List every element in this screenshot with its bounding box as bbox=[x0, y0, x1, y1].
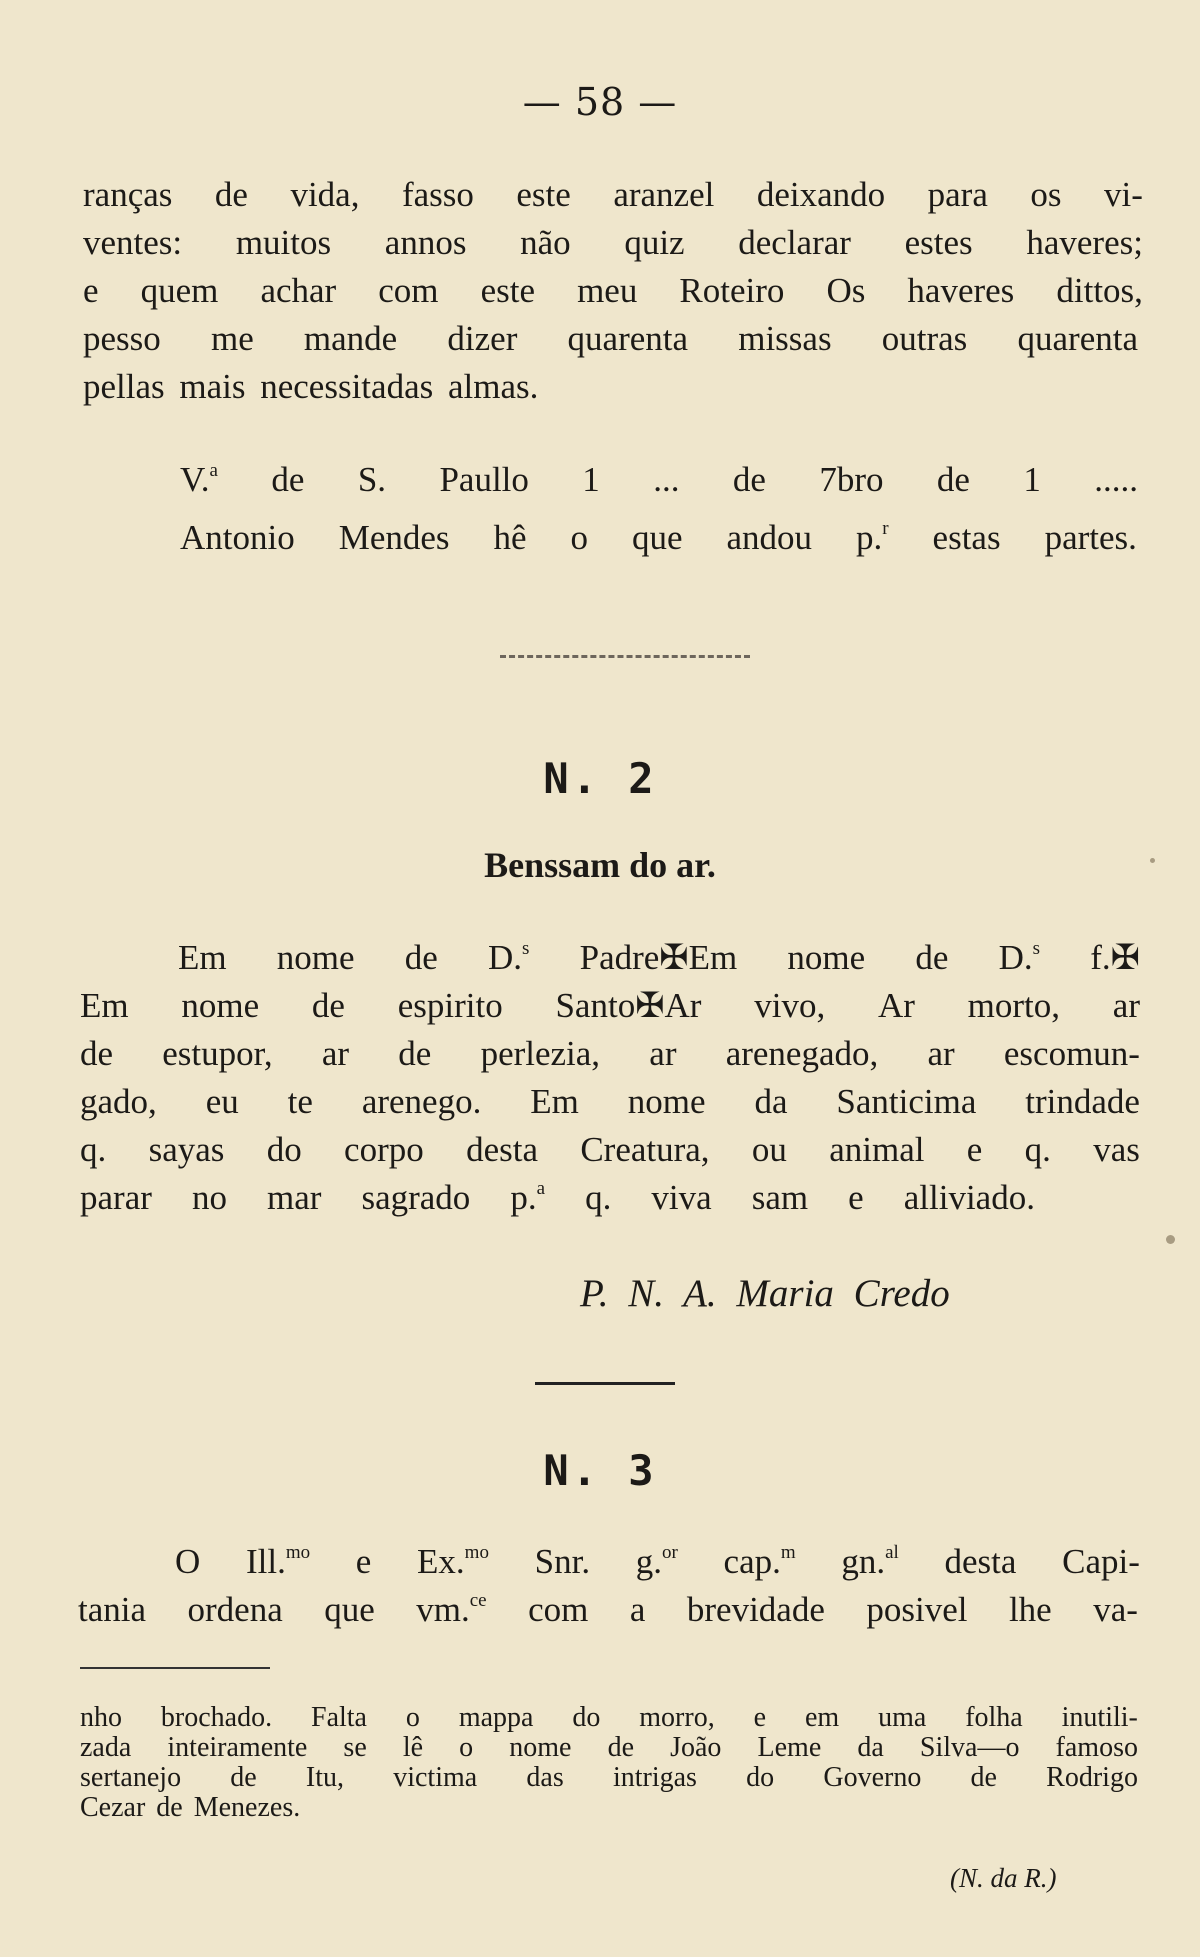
word: nome bbox=[627, 1082, 706, 1121]
word: de bbox=[732, 460, 766, 499]
word: quiz bbox=[624, 223, 685, 262]
footnote-line bbox=[80, 1764, 1138, 1792]
word: ordena bbox=[187, 1590, 283, 1629]
word: brochado. bbox=[160, 1702, 273, 1733]
footnote-line: Cezar de Menezes. bbox=[80, 1792, 301, 1823]
word: vida, bbox=[290, 175, 360, 214]
word: do bbox=[266, 1130, 302, 1169]
word: 7bro bbox=[819, 460, 884, 499]
word: declarar bbox=[738, 223, 851, 262]
superscript: or bbox=[662, 1542, 678, 1563]
word: andou bbox=[726, 518, 813, 557]
word: de bbox=[404, 938, 438, 977]
word: hê bbox=[493, 518, 527, 557]
word: ar bbox=[649, 1034, 677, 1073]
text-line bbox=[178, 940, 1140, 975]
word: com bbox=[528, 1590, 589, 1629]
word: ar bbox=[1112, 986, 1140, 1025]
word: do bbox=[746, 1762, 775, 1793]
word: tania bbox=[78, 1590, 147, 1629]
word: animal bbox=[829, 1130, 925, 1169]
word: D.$^s$ bbox=[998, 938, 1041, 977]
word: com bbox=[378, 271, 439, 310]
word: Itu, bbox=[305, 1762, 345, 1793]
word: desta bbox=[944, 1542, 1017, 1581]
word: victima bbox=[393, 1762, 478, 1793]
superscript: a bbox=[209, 460, 218, 481]
word: 1 bbox=[582, 460, 600, 499]
superscript: mo bbox=[464, 1542, 489, 1563]
word: intrigas bbox=[612, 1762, 697, 1793]
word: inutili- bbox=[1061, 1702, 1138, 1733]
word: gado, bbox=[80, 1082, 157, 1121]
word: de bbox=[607, 1732, 634, 1763]
footnote-line bbox=[80, 1734, 1138, 1762]
word: me bbox=[210, 319, 254, 358]
word: dizer bbox=[447, 319, 518, 358]
word: o bbox=[570, 518, 588, 557]
word: Leme bbox=[757, 1732, 822, 1763]
word: eu bbox=[205, 1082, 239, 1121]
word: V.$^a$ bbox=[180, 460, 218, 499]
text-line bbox=[83, 321, 1138, 356]
word: viva bbox=[651, 1178, 712, 1217]
word: haveres bbox=[907, 271, 1015, 310]
word: Santo✠Ar bbox=[555, 986, 702, 1025]
word: nome bbox=[787, 938, 866, 977]
word: O bbox=[175, 1542, 201, 1581]
word: p.$^r$ bbox=[856, 518, 889, 557]
word: que bbox=[631, 518, 683, 557]
word: Creatura, bbox=[580, 1130, 710, 1169]
footnote-line bbox=[80, 1704, 1138, 1732]
word: achar bbox=[260, 271, 337, 310]
signature-line bbox=[180, 520, 1137, 555]
word: pesso bbox=[83, 319, 161, 358]
superscript: r bbox=[882, 518, 889, 539]
word: em bbox=[804, 1702, 840, 1733]
section-divider bbox=[535, 1382, 675, 1385]
editor-note: (N. da R.) bbox=[950, 1863, 1057, 1893]
word: q. bbox=[585, 1178, 612, 1217]
word: ou bbox=[751, 1130, 787, 1169]
word: Os bbox=[826, 271, 866, 310]
word: annos bbox=[384, 223, 467, 262]
word: ar bbox=[321, 1034, 350, 1073]
word: alliviado. bbox=[903, 1178, 1035, 1217]
superscript: s bbox=[522, 938, 530, 959]
word: morto, bbox=[967, 986, 1061, 1025]
word: D.$^s$ bbox=[487, 938, 530, 977]
word: Ex.$^{mo}$ bbox=[417, 1542, 489, 1581]
word: fasso bbox=[401, 175, 474, 214]
word: Ar bbox=[877, 986, 915, 1025]
text-line bbox=[83, 177, 1143, 212]
word: Snr. bbox=[534, 1542, 591, 1581]
word: f.✠ bbox=[1090, 938, 1140, 977]
word: e bbox=[355, 1542, 372, 1581]
word: 1 bbox=[1023, 460, 1041, 499]
word: muitos bbox=[235, 223, 332, 262]
word: Mendes bbox=[338, 518, 450, 557]
word: do bbox=[572, 1702, 601, 1733]
word: lhe bbox=[1008, 1590, 1052, 1629]
word: trindade bbox=[1025, 1082, 1140, 1121]
word: escomun- bbox=[1003, 1034, 1140, 1073]
word: lê bbox=[402, 1732, 424, 1763]
word: Silva—o bbox=[919, 1732, 1020, 1763]
text-line bbox=[83, 225, 1143, 260]
word: de bbox=[311, 986, 345, 1025]
word: Em bbox=[80, 986, 129, 1025]
word: inteiramente bbox=[167, 1732, 308, 1763]
word: e bbox=[848, 1178, 864, 1217]
text-line bbox=[80, 1036, 1140, 1071]
word: deixando bbox=[756, 175, 886, 214]
word: sertanejo bbox=[80, 1762, 182, 1793]
word: de bbox=[230, 1762, 257, 1793]
word: ranças bbox=[83, 175, 173, 214]
word: no bbox=[191, 1178, 227, 1217]
word: Rodrigo bbox=[1046, 1762, 1138, 1793]
dashed-separator bbox=[500, 655, 750, 658]
section-heading: N. 2 bbox=[543, 754, 657, 803]
word: meu bbox=[577, 271, 638, 310]
word: ..... bbox=[1094, 460, 1138, 499]
word: o bbox=[405, 1702, 420, 1733]
word: outras bbox=[881, 319, 968, 358]
word: ... bbox=[653, 460, 680, 499]
text-line bbox=[80, 1132, 1140, 1167]
word: p.$^a$ bbox=[510, 1178, 546, 1217]
word: Em bbox=[530, 1082, 579, 1121]
prayer-line: P. N. A. Maria Credo bbox=[580, 1272, 950, 1315]
word: S. bbox=[357, 460, 387, 499]
word: se bbox=[343, 1732, 367, 1763]
word: arenegado, bbox=[725, 1034, 879, 1073]
word: quarenta bbox=[567, 319, 689, 358]
word: vivo, bbox=[754, 986, 826, 1025]
word: das bbox=[526, 1762, 564, 1793]
word: de bbox=[271, 460, 305, 499]
word: este bbox=[516, 175, 571, 214]
superscript: ce bbox=[469, 1590, 487, 1611]
word: nho bbox=[80, 1702, 122, 1733]
word: sayas bbox=[148, 1130, 225, 1169]
text-line: pellas mais necessitadas almas. bbox=[83, 367, 539, 406]
word: nome bbox=[509, 1732, 572, 1763]
word: desta bbox=[466, 1130, 538, 1169]
word: perlezia, bbox=[480, 1034, 601, 1073]
word: Ill.$^{mo}$ bbox=[245, 1542, 311, 1581]
superscript: mo bbox=[285, 1542, 311, 1563]
superscript: m bbox=[780, 1542, 796, 1563]
footnote-rule bbox=[80, 1667, 270, 1669]
word: partes. bbox=[1044, 518, 1137, 557]
word: Falta bbox=[311, 1702, 367, 1733]
dateline bbox=[180, 462, 1138, 497]
word: que bbox=[324, 1590, 375, 1629]
word: quem bbox=[140, 271, 219, 310]
word: Padre✠Em bbox=[579, 938, 738, 977]
word: o bbox=[459, 1732, 474, 1763]
section-subheading: Benssam do ar. bbox=[484, 845, 716, 885]
word: de bbox=[915, 938, 949, 977]
word: brevidade bbox=[686, 1590, 825, 1629]
word: q. bbox=[1024, 1130, 1051, 1169]
text-line bbox=[80, 988, 1140, 1023]
word: não bbox=[520, 223, 571, 262]
word: morro, bbox=[639, 1702, 715, 1733]
word: de bbox=[936, 460, 970, 499]
word: da bbox=[857, 1732, 884, 1763]
word: Roteiro bbox=[679, 271, 785, 310]
page-number: — 58 — bbox=[522, 80, 678, 124]
word: posivel bbox=[866, 1590, 968, 1629]
word: q. bbox=[80, 1130, 107, 1169]
word: de bbox=[80, 1034, 114, 1073]
word: vi- bbox=[1104, 175, 1143, 214]
word: de bbox=[970, 1762, 997, 1793]
superscript: s bbox=[1032, 938, 1041, 959]
word: gn.$^{al}$ bbox=[841, 1542, 899, 1581]
word: nome bbox=[276, 938, 355, 977]
word: Paullo bbox=[439, 460, 529, 499]
text-line bbox=[83, 273, 1143, 308]
word: famoso bbox=[1055, 1732, 1138, 1763]
word: sam bbox=[751, 1178, 809, 1217]
word: aranzel bbox=[613, 175, 715, 214]
text-line bbox=[80, 1180, 1035, 1215]
text-line bbox=[175, 1544, 1140, 1579]
word: parar bbox=[80, 1178, 152, 1217]
word: folha bbox=[965, 1702, 1023, 1733]
word: e bbox=[83, 271, 99, 310]
word: zada bbox=[80, 1732, 132, 1763]
word: haveres; bbox=[1026, 223, 1143, 262]
word: este bbox=[480, 271, 536, 310]
word: Governo bbox=[823, 1762, 922, 1793]
section-heading: N. 3 bbox=[543, 1446, 657, 1495]
word: cap.$^m$ bbox=[723, 1542, 796, 1581]
word: mande bbox=[303, 319, 398, 358]
word: g.$^{or}$ bbox=[635, 1542, 678, 1581]
paper-spot bbox=[1166, 1235, 1175, 1244]
word: sagrado bbox=[361, 1178, 471, 1217]
word: e bbox=[966, 1130, 983, 1169]
word: estes bbox=[904, 223, 973, 262]
word: a bbox=[629, 1590, 646, 1629]
superscript: al bbox=[885, 1542, 899, 1563]
word: da bbox=[754, 1082, 788, 1121]
word: quarenta bbox=[1017, 319, 1138, 358]
word: mappa bbox=[458, 1702, 534, 1733]
word: dittos, bbox=[1056, 271, 1143, 310]
word: mar bbox=[266, 1178, 322, 1217]
word: ventes: bbox=[83, 223, 183, 262]
word: de bbox=[398, 1034, 432, 1073]
word: para bbox=[927, 175, 988, 214]
word: Capi- bbox=[1062, 1542, 1140, 1581]
word: Santicima bbox=[836, 1082, 977, 1121]
text-line bbox=[80, 1084, 1140, 1119]
word: os bbox=[1030, 175, 1062, 214]
superscript: a bbox=[536, 1178, 546, 1199]
word: vm.$^{ce}$ bbox=[416, 1590, 487, 1629]
word: João bbox=[670, 1732, 722, 1763]
word: arenego. bbox=[361, 1082, 482, 1121]
word: estupor, bbox=[162, 1034, 273, 1073]
word: missas bbox=[738, 319, 832, 358]
word: uma bbox=[878, 1702, 927, 1733]
word: Antonio bbox=[180, 518, 295, 557]
word: ar bbox=[927, 1034, 955, 1073]
word: de bbox=[214, 175, 248, 214]
word: vas bbox=[1093, 1130, 1140, 1169]
text-line bbox=[78, 1592, 1138, 1627]
word: estas bbox=[932, 518, 1001, 557]
word: corpo bbox=[344, 1130, 424, 1169]
word: va- bbox=[1093, 1590, 1138, 1629]
paper-spot bbox=[1150, 858, 1155, 863]
word: nome bbox=[181, 986, 260, 1025]
word: te bbox=[287, 1082, 313, 1121]
word: Em bbox=[178, 938, 227, 977]
word: e bbox=[753, 1702, 767, 1733]
word: espirito bbox=[397, 986, 503, 1025]
